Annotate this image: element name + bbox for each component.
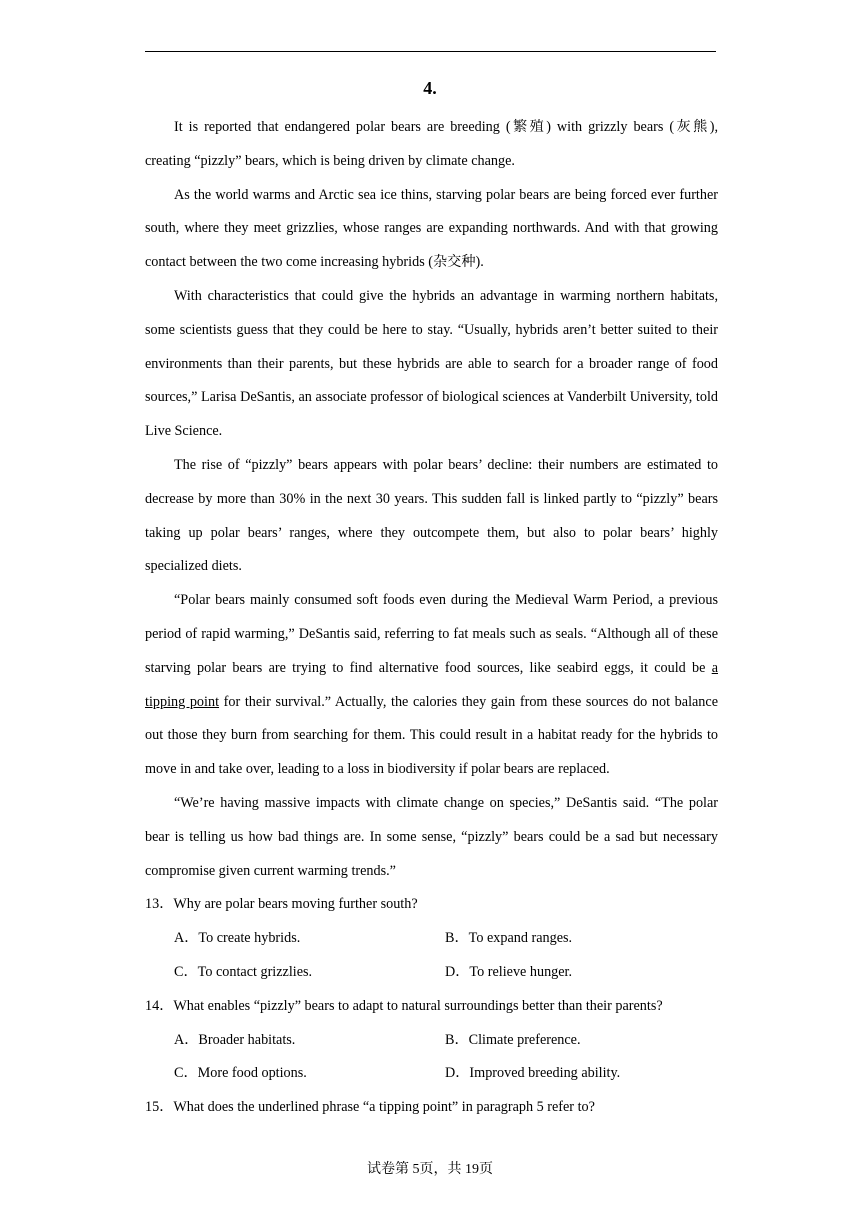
question-13-option-c[interactable]: C．To contact grizzlies. [174,963,313,980]
question-13-options-row-2 [145,956,718,990]
question-14-option-b[interactable]: B．Climate preference. [445,1031,581,1048]
question-14-options-row-1 [145,1024,718,1058]
paragraph-1: It is reported that endangered polar bears are breeding (繁殖) with grizzly bears (灰熊), creating “pizzly” bears, which is being driven by climate change. [145,119,718,169]
underlined-phrase: a tipping point [145,659,718,710]
paragraph-6: “We’re having massive impacts with climate change on species,” DeSantis said. “The polar bear is telling us how bad things are. In some sense, “pizzly” bears could be a sad but necessary compromise given current warming trends.” [145,794,718,879]
paragraph-5-text-before: “Polar bears mainly consumed soft foods even during the Medieval Warm Period, a previous period of rapid warming,” DeSantis said, referring to fat meals such as seals. “Although all of these starving polar bears are trying to find alternative food sources, like seabird eggs, it could be [145,592,718,676]
question-14-option-a[interactable]: A．Broader habitats. [174,1031,296,1048]
question-13-option-a[interactable]: A．To create hybrids. [174,930,301,947]
question-14-option-d[interactable]: D．Improved breeding ability. [445,1065,621,1082]
page-footer: 试卷第 5页，共 19页 [367,1162,493,1177]
paragraph-5 [145,584,718,787]
question-13-option-b[interactable]: B．To expand ranges. [445,930,573,947]
question-14-options-row-2 [145,1057,718,1091]
question-13-option-d[interactable]: D．To relieve hunger. [445,963,573,980]
paragraph-2: As the world warms and Arctic sea ice thins, starving polar bears are being forced ever further south, where they meet grizzlies, whose ranges are expanding northwards. And with that growing contact between the two come increasing hybrids (杂交种). [145,186,718,271]
passage-number: 4. [423,78,437,98]
document-body [145,111,718,1125]
paragraph-3: With characteristics that could give the hybrids an advantage in warming northern habitats, some scientists guess that they could be here to stay. “Usually, hybrids aren’t better suited to their environments than their parents, but these hybrids are able to search for a broader range of food sources,” Larisa DeSantis, an associate professor of biological sciences at Vanderbilt University, told Live Science. [145,287,718,440]
paragraph-4: The rise of “pizzly” bears appears with polar bears’ decline: their numbers are estimated to decrease by more than 30% in the next 30 years. This sudden fall is linked partly to “pizzly” bears taking up polar bears’ ranges, where they outcompete them, but also to polar bears’ highly specialized diets. [145,456,718,575]
question-14-stem: 14．What enables “pizzly” bears to adapt to natural surroundings better than their parents? [145,997,663,1014]
question-13-stem: 13．Why are polar bears moving further south? [145,896,418,913]
question-14-option-c[interactable]: C．More food options. [174,1065,307,1082]
question-13-options-row-1 [145,922,718,956]
header-rule [145,51,716,52]
question-15-stem: 15．What does the underlined phrase “a tipping point” in paragraph 5 refer to? [145,1099,595,1116]
paragraph-5-text-after: for their survival.” Actually, the calories they gain from these sources do not balance out those they burn from searching for them. This could result in a habitat ready for the hybrids to move in and take over, leading to a loss in biodiversity if polar bears are replaced. [145,693,718,778]
